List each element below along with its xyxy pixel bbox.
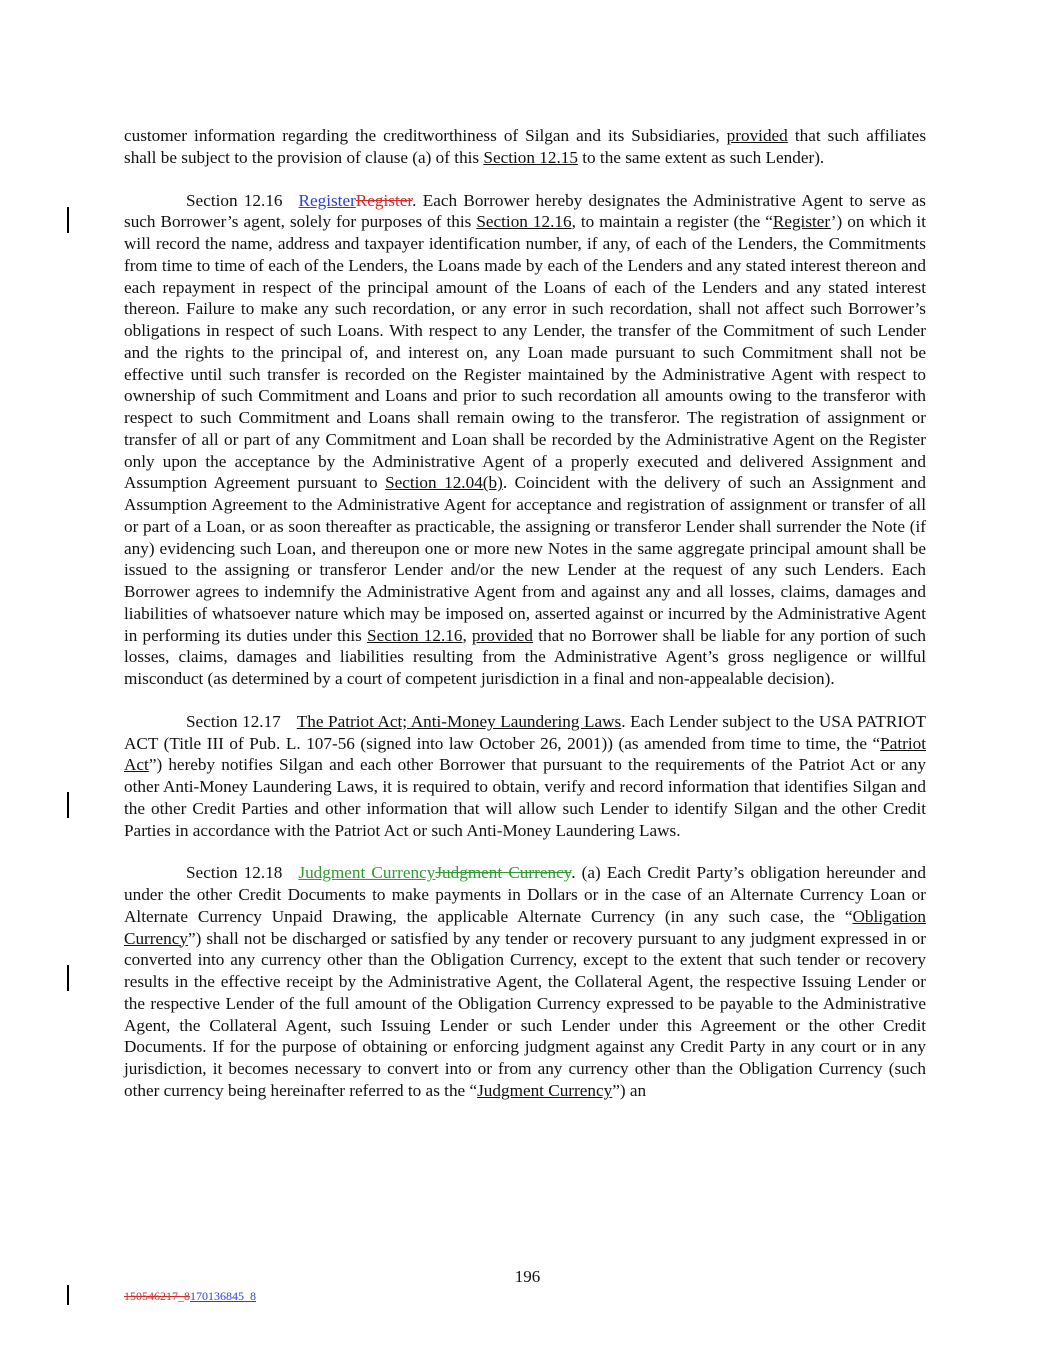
- defined-term: Obligation Currency: [124, 906, 926, 948]
- section-number: Section 12.16: [186, 190, 283, 210]
- page-number: 196: [514, 1267, 541, 1286]
- section-reference: Section 12.04(b): [385, 473, 503, 493]
- section-12-16: Section 12.16 RegisterRegister. Each Borrower hereby designates the Administrative Agent to serve as such Borrower’s agent, solely for purposes of this Section 12.16, to maintain a register (the “Register’) on which it will record the name, address and taxpayer identification number, if any, of each of the Lenders, the Commitments from time to time of each of the Lenders, the Loans made by each of the Lenders and any stated interest thereon and each repayment in respect of the principal amount of the Loans of each of the Lenders and any stated interest thereon. Failure to make any such recordation, or any error in such recordation, shall not affect such Borrower’s obligations in respect of such Loans. With respect to any Lender, the transfer of the Commitment of such Lender and the rights to the principal of, and interest on, any Loan made pursuant to such Commitment shall not be effective until such transfer is recorded on the Register maintained by the Administrative Agent with respect to ownership of such Commitment and Loans and prior to such recordation all amounts owing to the transferor with respect to such Commitment and Loans shall remain owing to the transferor. The registration of assignment or transfer of all or part of any Commitment and Loan shall be recorded by the Administrative Agent on the Register only upon the acceptance by the Administrative Agent of a properly executed and delivered Assignment and Assumption Agreement pursuant to Section 12.04(b). Coincident with the delivery of such an Assignment and Assumption Agreement to the Administrative Agent for acceptance and registration of assignment or transfer of all or part of a Loan, or as soon thereafter as practicable, the assigning or transferor Lender shall surrender the Note (if any) evidencing such Loan, and thereupon one or more new Notes in the same aggregate principal amount shall be issued to the assigning or transferor Lender and/or the new Lender at the request of any such Lenders. Each Borrower agrees to indemnify the Administrative Agent from and against any and all losses, claims, damages and liabilities of whatsoever nature which may be imposed on, asserted against or incurred by the Administrative Agent in performing its duties under this Section 12.16, provided that no Borrower shall be liable for any portion of such losses, claims, damages and liabilities resulting from the Administrative Agent’s gross negligence or willful misconduct (as determined by a court of competent jurisdiction in a final and non-appealable decision).: [124, 190, 927, 688]
- change-bar-footer: [67, 1285, 69, 1305]
- section-title-inserted: Judgment Currency: [298, 863, 436, 883]
- change-bar-section-12-16: [67, 207, 69, 233]
- section-12-18: Section 12.18 Judgment CurrencyJudgment Currency. (a) Each Credit Party’s obligation hereunder and under the other Credit Documents to make payments in Dollars or in the case of an Alternate Currency Loan or Alternate Currency Unpaid Drawing, the applicable Alternate Currency (in any such case, the “Obligation Currency”) shall not be discharged or satisfied by any tender or recovery pursuant to any judgment expressed in or converted into any currency other than the Obligation Currency, except to the extent that such tender or recovery results in the effective receipt by the Administrative Agent, the Collateral Agent, the respective Issuing Lender or the respective Lender of the full amount of the Obligation Currency expressed to be payable to the Administrative Agent, the Collateral Agent, such Issuing Lender or such Lender under this Agreement or the other Credit Documents. If for the purpose of obtaining or enforcing judgment against any Credit Party in any court or in any jurisdiction, it becomes necessary to convert into or from any currency other than the Obligation Currency (such other currency being hereinafter referred to as the “Judgment Currency”) an: [124, 863, 926, 1100]
- section-title-deleted: Register: [355, 190, 413, 210]
- section-reference: Section 12.15: [483, 147, 578, 167]
- change-bar-section-12-18: [67, 965, 69, 991]
- document-page: [124, 125, 926, 1123]
- provided-term: provided: [471, 625, 534, 645]
- section-title-deleted: Judgment Currency: [435, 863, 572, 883]
- document-id-inserted: 170136845_8: [190, 1289, 256, 1303]
- section-12-17: Section 12.17 The Patriot Act; Anti-Money Laundering Laws. Each Lender subject to the USA PATRIOT ACT (Title III of Pub. L. 107-56 (signed into law October 26, 2001)) (as amended from time to time, the “Patriot Act”) hereby notifies Silgan and each other Borrower that pursuant to the requirements of the Patriot Act or any other Anti-Money Laundering Laws, it is required to obtain, verify and record information that identifies Silgan and the other Credit Parties and other information that will allow such Lender to identify Silgan and the other Credit Parties in accordance with the Patriot Act or such Anti-Money Laundering Laws.: [124, 711, 926, 840]
- section-title-inserted: Register: [298, 190, 356, 210]
- change-bar-section-12-17: [67, 792, 69, 818]
- provided-term: provided: [726, 126, 788, 145]
- defined-term: Judgment Currency: [477, 1080, 613, 1100]
- section-title: The Patriot Act; Anti-Money Laundering Laws: [296, 711, 622, 731]
- defined-term: Patriot Act: [124, 733, 926, 775]
- paragraph-continuation: customer information regarding the creditworthiness of Silgan and its Subsidiaries, provided that such affiliates shall be subject to the provision of clause (a) of this Section 12.15 to the same extent as such Lender).: [124, 126, 927, 167]
- defined-term: Register: [772, 212, 831, 232]
- document-id: [124, 1289, 256, 1304]
- section-number: Section 12.17: [186, 711, 281, 731]
- section-reference: Section 12.16: [476, 212, 572, 232]
- section-number: Section 12.18: [186, 863, 283, 883]
- section-reference: Section 12.16: [367, 625, 463, 645]
- document-id-deleted: 150546217_8: [124, 1289, 190, 1303]
